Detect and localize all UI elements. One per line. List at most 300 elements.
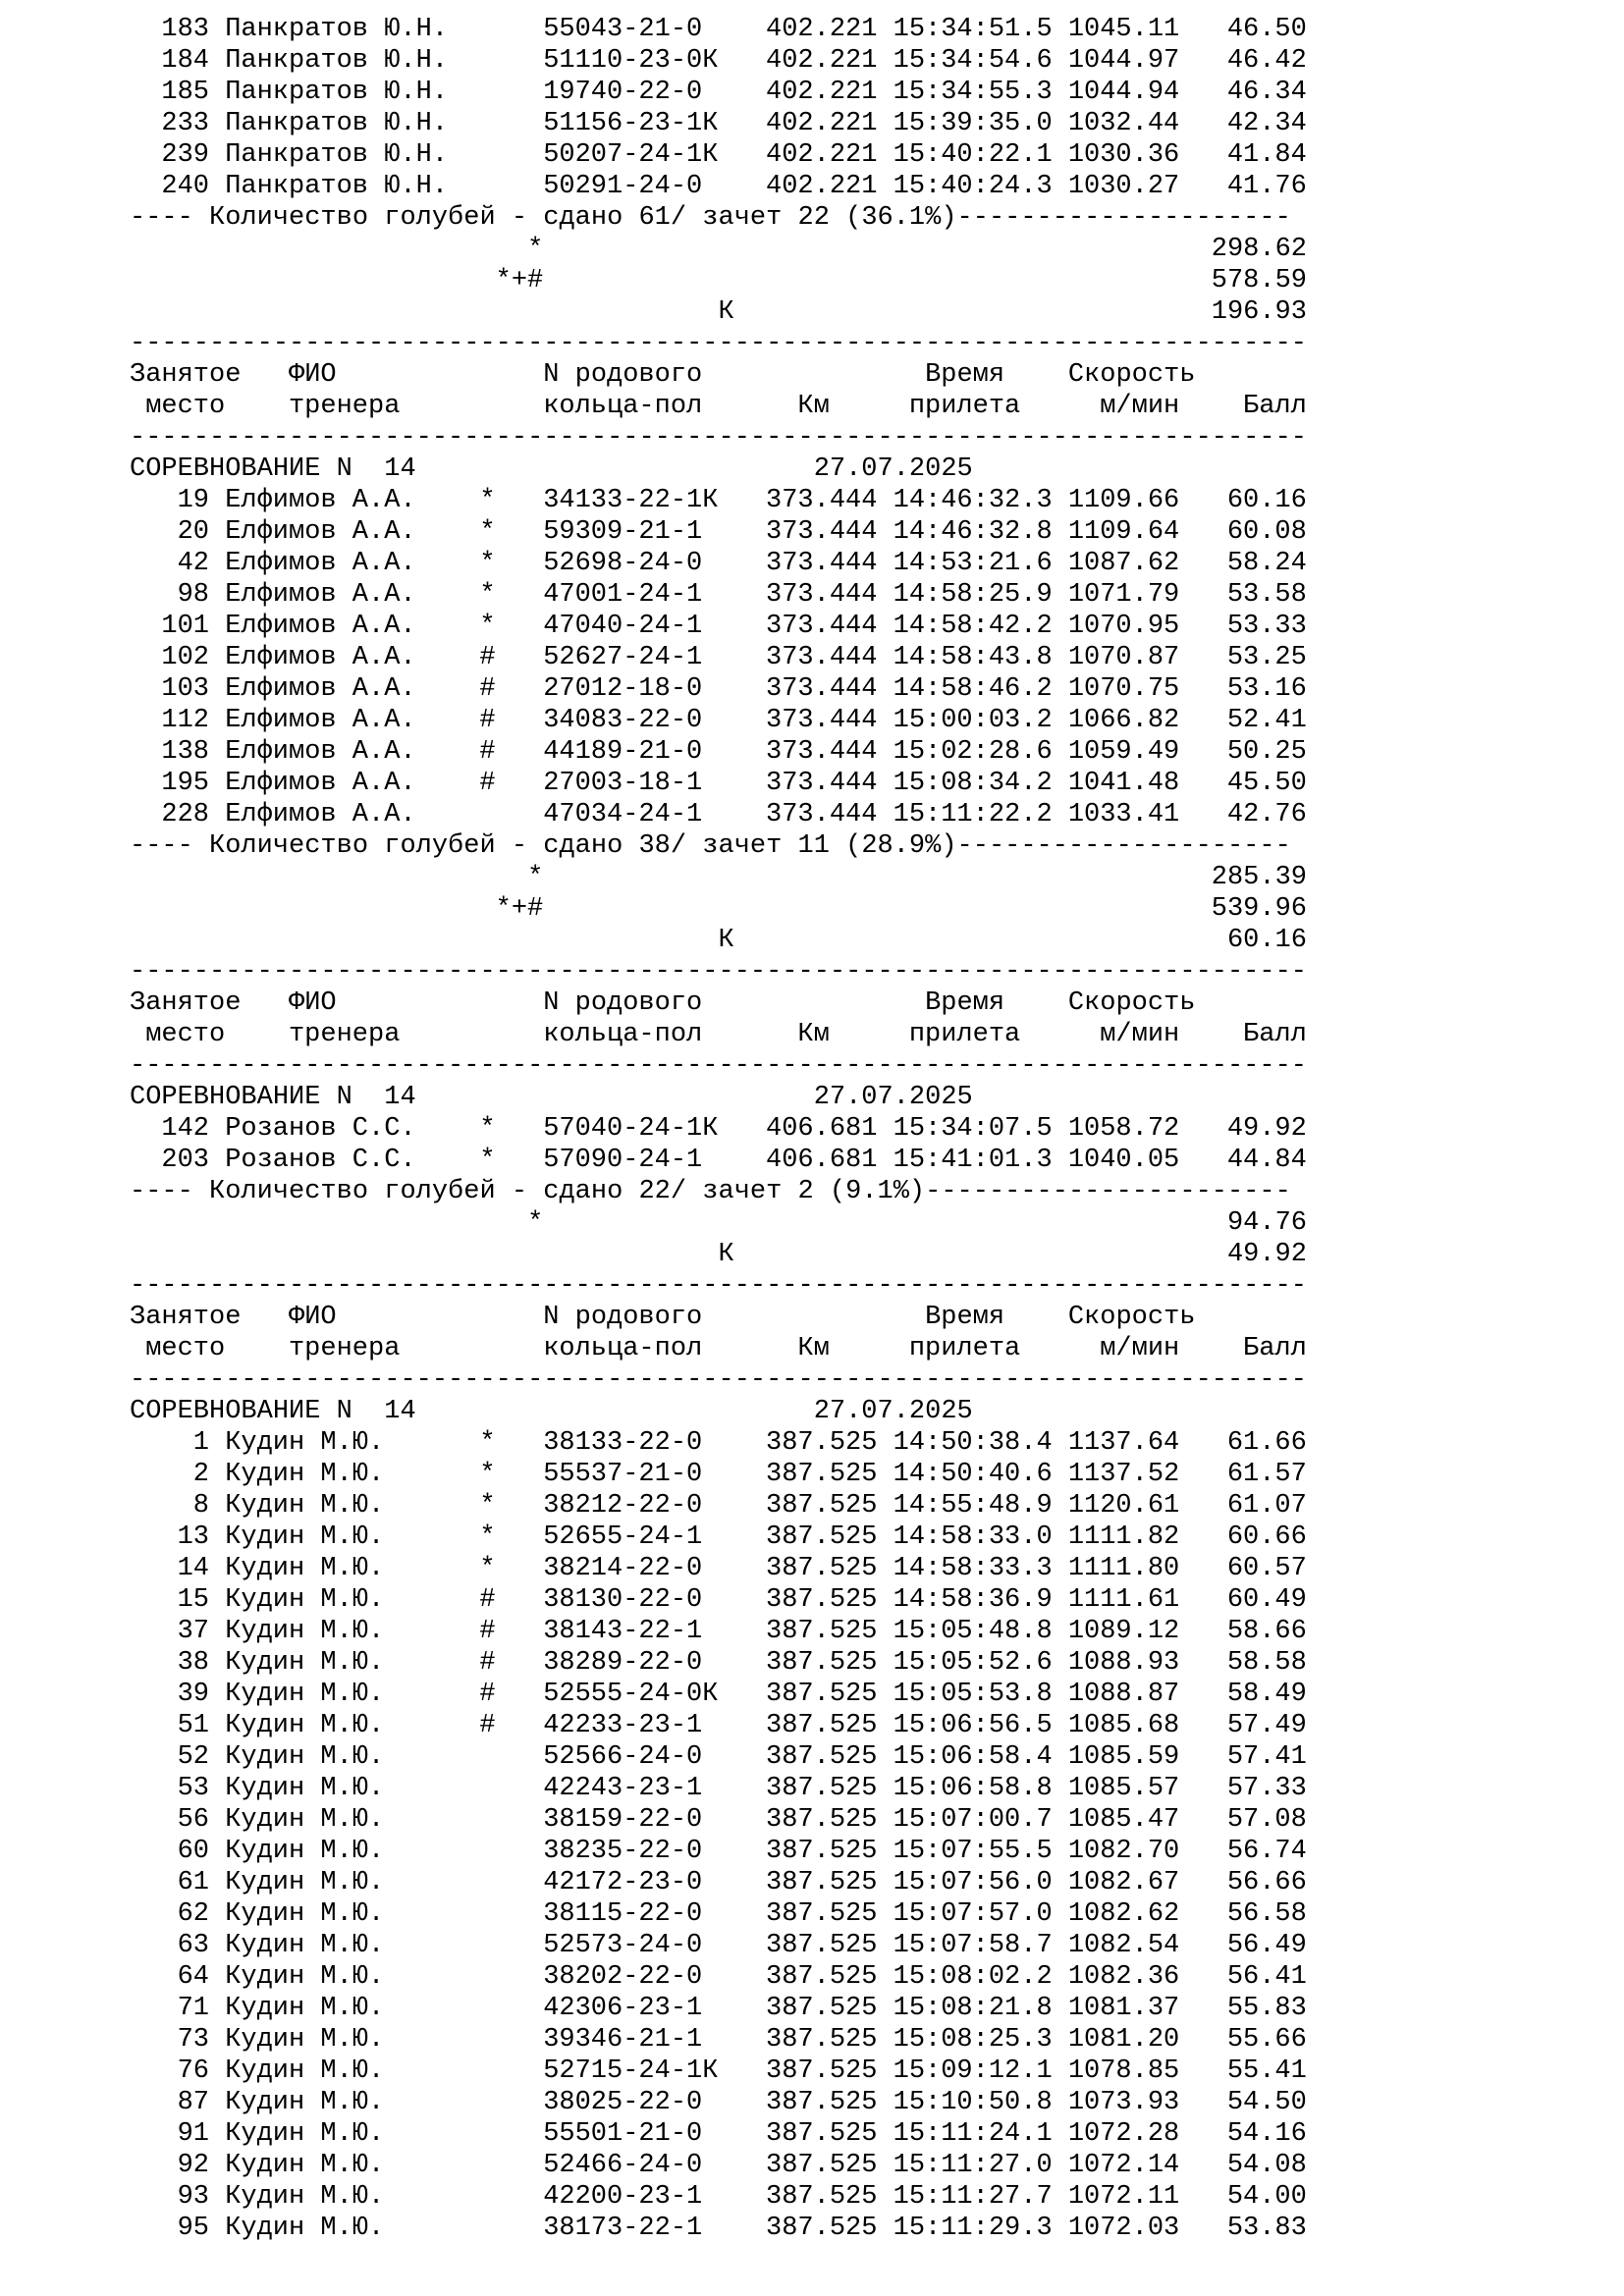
header-col-arrival: прилета [908,392,1021,421]
ring-cell: 38025-22-0 [543,2088,703,2117]
mark-cell: # [479,1680,496,1709]
mark-cell: * [479,1428,496,1458]
place-cell: 102 [161,643,209,672]
ring-cell: 38235-22-0 [543,1837,703,1866]
competition-date-line [130,1082,1307,1113]
trainer-cell: Кудин М.Ю. [225,1428,385,1458]
time-cell: 15:07:55.5 [893,1837,1053,1866]
score-cell: 42.34 [1226,109,1307,138]
speed-cell: 1082.67 [1067,1868,1180,1897]
score-cell: 50.25 [1226,737,1307,767]
trainer-cell: Кудин М.Ю. [225,1617,385,1646]
km-cell: 387.525 [766,1899,878,1929]
ring-cell: 55537-21-0 [543,1460,703,1489]
mark-cell: # [479,1617,496,1646]
header-col-ring: N родового [543,360,703,390]
time-cell: 15:39:35.0 [893,109,1053,138]
summary-total-key: К [718,297,734,327]
speed-cell: 1085.47 [1067,1805,1180,1835]
competition-date: 27.07.2025 [813,1397,973,1426]
km-cell: 402.221 [766,78,878,107]
result-row [130,485,1307,516]
trainer-cell: Кудин М.Ю. [225,1774,385,1803]
separator-line [130,956,1307,988]
result-row [130,642,1307,673]
result-row [130,2024,1307,2056]
speed-cell: 1088.87 [1067,1680,1180,1709]
header-col-mmin: м/мин [1100,1334,1180,1363]
trainer-cell: Кудин М.Ю. [225,1522,385,1552]
ring-cell: 47001-24-1 [543,580,703,610]
ring-cell: 38173-22-1 [543,2214,703,2243]
score-cell: 61.66 [1226,1428,1307,1458]
place-cell: 71 [177,1994,209,2023]
pigeon-count-summary: ---- Количество голубей - сдано 61/ зачет 22 (36.1%)--------------------- [130,203,1291,233]
mark-cell: * [479,517,496,547]
mark-cell: * [479,1146,496,1175]
result-row [130,1522,1307,1553]
speed-cell: 1071.79 [1067,580,1180,610]
ring-cell: 42172-23-0 [543,1868,703,1897]
km-cell: 373.444 [766,800,878,829]
ring-cell: 55043-21-0 [543,15,703,44]
result-row [130,2181,1307,2213]
time-cell: 15:34:51.5 [893,15,1053,44]
trainer-cell: Кудин М.Ю. [225,2056,385,2086]
trainer-cell: Кудин М.Ю. [225,1585,385,1615]
header-col-speed: Скорость [1067,988,1196,1018]
competition-date: 27.07.2025 [813,454,973,484]
km-cell: 402.221 [766,172,878,201]
summary-total-key: К [718,926,734,955]
time-cell: 15:05:53.8 [893,1680,1053,1709]
mark-cell: # [479,1711,496,1740]
time-cell: 15:00:03.2 [893,706,1053,735]
separator-line [130,1050,1307,1082]
competition-label: СОРЕВНОВАНИЕ N 14 [130,454,416,484]
summary-total-value: 49.92 [1226,1240,1307,1269]
km-cell: 387.525 [766,1460,878,1489]
score-cell: 56.66 [1226,1868,1307,1897]
trainer-cell: Кудин М.Ю. [225,2119,385,2149]
speed-cell: 1044.97 [1067,46,1180,76]
place-cell: 19 [177,486,209,515]
separator-dashes: -------------------------------------------------------------------------- [130,329,1307,358]
place-cell: 13 [177,1522,209,1552]
header-col-arrival: прилета [908,1020,1021,1049]
result-row [130,1961,1307,1993]
trainer-cell: Елфимов А.А. [225,674,416,704]
header-col-arrival: прилета [908,1334,1021,1363]
km-cell: 373.444 [766,580,878,610]
place-cell: 38 [177,1648,209,1678]
score-cell: 41.76 [1226,172,1307,201]
result-row [130,1584,1307,1616]
header-col-place: Занятое [130,988,242,1018]
ring-cell: 52655-24-1 [543,1522,703,1552]
speed-cell: 1081.37 [1067,1994,1180,2023]
time-cell: 15:08:02.2 [893,1962,1053,1992]
trainer-cell: Елфимов А.А. [225,737,416,767]
trainer-cell: Кудин М.Ю. [225,1868,385,1897]
place-cell: 60 [177,1837,209,1866]
speed-cell: 1085.68 [1067,1711,1180,1740]
speed-cell: 1058.72 [1067,1114,1180,1144]
header-col-mmin: м/мин [1100,1020,1180,1049]
score-cell: 58.66 [1226,1617,1307,1646]
summary-total-line [130,296,1307,328]
time-cell: 15:05:48.8 [893,1617,1053,1646]
score-cell: 60.57 [1226,1554,1307,1583]
place-cell: 239 [161,140,209,170]
ring-cell: 55501-21-0 [543,2119,703,2149]
place-cell: 1 [192,1428,209,1458]
ring-cell: 47040-24-1 [543,612,703,641]
place-cell: 184 [161,46,209,76]
place-cell: 98 [177,580,209,610]
header-col-score: Балл [1243,1334,1307,1363]
score-cell: 58.49 [1226,1680,1307,1709]
place-cell: 203 [161,1146,209,1175]
score-cell: 45.50 [1226,769,1307,798]
summary-total-value: 578.59 [1211,266,1307,295]
time-cell: 14:50:38.4 [893,1428,1053,1458]
mark-cell: # [479,1585,496,1615]
time-cell: 14:53:21.6 [893,549,1053,578]
score-cell: 56.41 [1226,1962,1307,1992]
separator-line [130,328,1307,359]
speed-cell: 1109.64 [1067,517,1180,547]
speed-cell: 1045.11 [1067,15,1180,44]
ring-cell: 44189-21-0 [543,737,703,767]
score-cell: 54.08 [1226,2151,1307,2180]
time-cell: 15:34:55.3 [893,78,1053,107]
ring-cell: 59309-21-1 [543,517,703,547]
trainer-cell: Кудин М.Ю. [225,1491,385,1521]
km-cell: 402.221 [766,109,878,138]
time-cell: 15:11:27.7 [893,2182,1053,2212]
ring-cell: 52566-24-0 [543,1742,703,1772]
result-row [130,1993,1307,2024]
place-cell: 103 [161,674,209,704]
km-cell: 387.525 [766,2214,878,2243]
time-cell: 15:08:25.3 [893,2025,1053,2055]
result-row [130,705,1307,736]
time-cell: 15:06:58.8 [893,1774,1053,1803]
result-row [130,1898,1307,1930]
place-cell: 95 [177,2214,209,2243]
place-cell: 73 [177,2025,209,2055]
separator-dashes: -------------------------------------------------------------------------- [130,423,1307,453]
mark-cell: * [479,549,496,578]
trainer-cell: Елфимов А.А. [225,769,416,798]
header-col-ring: N родового [543,988,703,1018]
trainer-cell: Кудин М.Ю. [225,2182,385,2212]
time-cell: 15:06:58.4 [893,1742,1053,1772]
ring-cell: 47034-24-1 [543,800,703,829]
result-row [130,1647,1307,1679]
result-row [130,516,1307,548]
table-header-row-1 [130,359,1307,391]
trainer-cell: Кудин М.Ю. [225,1931,385,1960]
score-cell: 44.84 [1226,1146,1307,1175]
km-cell: 387.525 [766,2119,878,2149]
ring-cell: 38289-22-0 [543,1648,703,1678]
result-row [130,1616,1307,1647]
ring-cell: 52715-24-1К [543,2056,719,2086]
result-row [130,1113,1307,1145]
speed-cell: 1109.66 [1067,486,1180,515]
place-cell: 2 [192,1460,209,1489]
time-cell: 14:55:48.9 [893,1491,1053,1521]
speed-cell: 1030.36 [1067,140,1180,170]
trainer-cell: Елфимов А.А. [225,800,416,829]
result-row [130,2087,1307,2118]
result-row [130,2150,1307,2181]
trainer-cell: Кудин М.Ю. [225,1899,385,1929]
time-cell: 14:58:42.2 [893,612,1053,641]
result-row [130,1836,1307,1867]
trainer-cell: Панкратов Ю.Н. [225,46,449,76]
summary-total-value: 298.62 [1211,235,1307,264]
speed-cell: 1044.94 [1067,78,1180,107]
ring-cell: 38133-22-0 [543,1428,703,1458]
place-cell: 228 [161,800,209,829]
ring-cell: 42306-23-1 [543,1994,703,2023]
ring-cell: 52466-24-0 [543,2151,703,2180]
time-cell: 15:10:50.8 [893,2088,1053,2117]
time-cell: 14:46:32.3 [893,486,1053,515]
result-row [130,768,1307,799]
header-col-score: Балл [1243,392,1307,421]
header-col-fio: ФИО [289,1303,337,1332]
mark-cell: * [479,1522,496,1552]
time-cell: 15:05:52.6 [893,1648,1053,1678]
table-header-row-2 [130,1333,1307,1364]
mark-cell: * [479,612,496,641]
result-row [130,1490,1307,1522]
speed-cell: 1059.49 [1067,737,1180,767]
ring-cell: 38130-22-0 [543,1585,703,1615]
time-cell: 15:34:54.6 [893,46,1053,76]
ring-cell: 57090-24-1 [543,1146,703,1175]
time-cell: 15:07:56.0 [893,1868,1053,1897]
summary-total-value: 60.16 [1226,926,1307,955]
trainer-cell: Кудин М.Ю. [225,1994,385,2023]
km-cell: 402.221 [766,15,878,44]
place-cell: 93 [177,2182,209,2212]
header-col-km: Км [797,1020,830,1049]
pigeon-count-summary: ---- Количество голубей - сдано 38/ зачет 11 (28.9%)--------------------- [130,831,1291,861]
pigeon-count-summary-line [130,202,1307,234]
speed-cell: 1082.70 [1067,1837,1180,1866]
header-col-ring-pol: кольца-пол [543,392,703,421]
score-cell: 56.58 [1226,1899,1307,1929]
trainer-cell: Кудин М.Ю. [225,1805,385,1835]
speed-cell: 1085.57 [1067,1774,1180,1803]
km-cell: 387.525 [766,2056,878,2086]
summary-total-key: * [527,235,544,264]
ring-cell: 42243-23-1 [543,1774,703,1803]
score-cell: 55.41 [1226,2056,1307,2086]
speed-cell: 1087.62 [1067,549,1180,578]
header-col-place: Занятое [130,1303,242,1332]
place-cell: 62 [177,1899,209,1929]
time-cell: 15:08:34.2 [893,769,1053,798]
speed-cell: 1081.20 [1067,2025,1180,2055]
separator-dashes: -------------------------------------------------------------------------- [130,1271,1307,1301]
separator-dashes: -------------------------------------------------------------------------- [130,957,1307,987]
place-cell: 53 [177,1774,209,1803]
time-cell: 15:06:56.5 [893,1711,1053,1740]
speed-cell: 1082.36 [1067,1962,1180,1992]
km-cell: 387.525 [766,1742,878,1772]
result-row [130,139,1307,171]
header-col-fio: ФИО [289,360,337,390]
score-cell: 55.66 [1226,2025,1307,2055]
ring-cell: 57040-24-1К [543,1114,719,1144]
header-col-km: Км [797,392,830,421]
place-cell: 101 [161,612,209,641]
km-cell: 406.681 [766,1146,878,1175]
summary-total-value: 285.39 [1211,863,1307,892]
km-cell: 387.525 [766,1554,878,1583]
place-cell: 138 [161,737,209,767]
summary-total-key: * [527,1208,544,1238]
km-cell: 387.525 [766,1585,878,1615]
summary-total-line [130,265,1307,296]
trainer-cell: Елфимов А.А. [225,643,416,672]
header-col-speed: Скорость [1067,1303,1196,1332]
time-cell: 14:58:46.2 [893,674,1053,704]
header-col-mmin: м/мин [1100,392,1180,421]
place-cell: 183 [161,15,209,44]
header-col-time: Время [925,360,1005,390]
score-cell: 54.16 [1226,2119,1307,2149]
ring-cell: 38202-22-0 [543,1962,703,1992]
mark-cell: # [479,769,496,798]
score-cell: 53.16 [1226,674,1307,704]
mark-cell: # [479,643,496,672]
header-col-score: Балл [1243,1020,1307,1049]
speed-cell: 1032.44 [1067,109,1180,138]
result-row [130,548,1307,579]
score-cell: 60.16 [1226,486,1307,515]
ring-cell: 50291-24-0 [543,172,703,201]
ring-cell: 51110-23-0К [543,46,719,76]
mark-cell: * [479,486,496,515]
mark-cell: * [479,1114,496,1144]
speed-cell: 1073.93 [1067,2088,1180,2117]
summary-total-line [130,862,1307,893]
ring-cell: 38143-22-1 [543,1617,703,1646]
score-cell: 46.50 [1226,15,1307,44]
trainer-cell: Елфимов А.А. [225,580,416,610]
km-cell: 387.525 [766,1962,878,1992]
speed-cell: 1070.87 [1067,643,1180,672]
km-cell: 387.525 [766,1805,878,1835]
trainer-cell: Кудин М.Ю. [225,1837,385,1866]
km-cell: 402.221 [766,46,878,76]
trainer-cell: Кудин М.Ю. [225,2151,385,2180]
score-cell: 54.50 [1226,2088,1307,2117]
trainer-cell: Кудин М.Ю. [225,2025,385,2055]
result-row [130,799,1307,830]
summary-total-key: К [718,1240,734,1269]
competition-date-line [130,1396,1307,1427]
table-header-row-1 [130,988,1307,1019]
summary-total-line [130,925,1307,956]
result-row [130,2056,1307,2087]
speed-cell: 1030.27 [1067,172,1180,201]
competition-label: СОРЕВНОВАНИЕ N 14 [130,1397,416,1426]
score-cell: 54.00 [1226,2182,1307,2212]
summary-total-value: 94.76 [1226,1208,1307,1238]
km-cell: 373.444 [766,612,878,641]
km-cell: 387.525 [766,1931,878,1960]
separator-dashes: -------------------------------------------------------------------------- [130,1365,1307,1395]
place-cell: 185 [161,78,209,107]
km-cell: 387.525 [766,1617,878,1646]
time-cell: 15:40:22.1 [893,140,1053,170]
result-row [130,171,1307,202]
score-cell: 61.07 [1226,1491,1307,1521]
trainer-cell: Кудин М.Ю. [225,1962,385,1992]
speed-cell: 1040.05 [1067,1146,1180,1175]
speed-cell: 1072.14 [1067,2151,1180,2180]
ring-cell: 38214-22-0 [543,1554,703,1583]
summary-total-line [130,1239,1307,1270]
header-col-place2: место [145,1020,226,1049]
competition-label: СОРЕВНОВАНИЕ N 14 [130,1083,416,1112]
km-cell: 387.525 [766,1680,878,1709]
trainer-cell: Елфимов А.А. [225,706,416,735]
score-cell: 60.66 [1226,1522,1307,1552]
separator-line [130,422,1307,454]
score-cell: 60.08 [1226,517,1307,547]
trainer-cell: Кудин М.Ю. [225,1460,385,1489]
km-cell: 387.525 [766,1774,878,1803]
speed-cell: 1078.85 [1067,2056,1180,2086]
header-col-place2: место [145,1334,226,1363]
km-cell: 387.525 [766,1837,878,1866]
ring-cell: 38212-22-0 [543,1491,703,1521]
score-cell: 61.57 [1226,1460,1307,1489]
time-cell: 14:58:33.0 [893,1522,1053,1552]
trainer-cell: Кудин М.Ю. [225,1742,385,1772]
summary-total-value: 196.93 [1211,297,1307,327]
place-cell: 92 [177,2151,209,2180]
header-col-trainer: тренера [288,392,401,421]
result-row [130,736,1307,768]
result-row [130,1773,1307,1804]
ring-cell: 42233-23-1 [543,1711,703,1740]
competition-date-line [130,454,1307,485]
trainer-cell: Розанов С.С. [225,1114,416,1144]
summary-total-line [130,234,1307,265]
trainer-cell: Елфимов А.А. [225,486,416,515]
ring-cell: 38159-22-0 [543,1805,703,1835]
trainer-cell: Кудин М.Ю. [225,1554,385,1583]
trainer-cell: Кудин М.Ю. [225,2214,385,2243]
result-row [130,77,1307,108]
place-cell: 87 [177,2088,209,2117]
mark-cell: * [479,1491,496,1521]
speed-cell: 1070.75 [1067,674,1180,704]
result-row [130,1553,1307,1584]
place-cell: 42 [177,549,209,578]
trainer-cell: Елфимов А.А. [225,612,416,641]
